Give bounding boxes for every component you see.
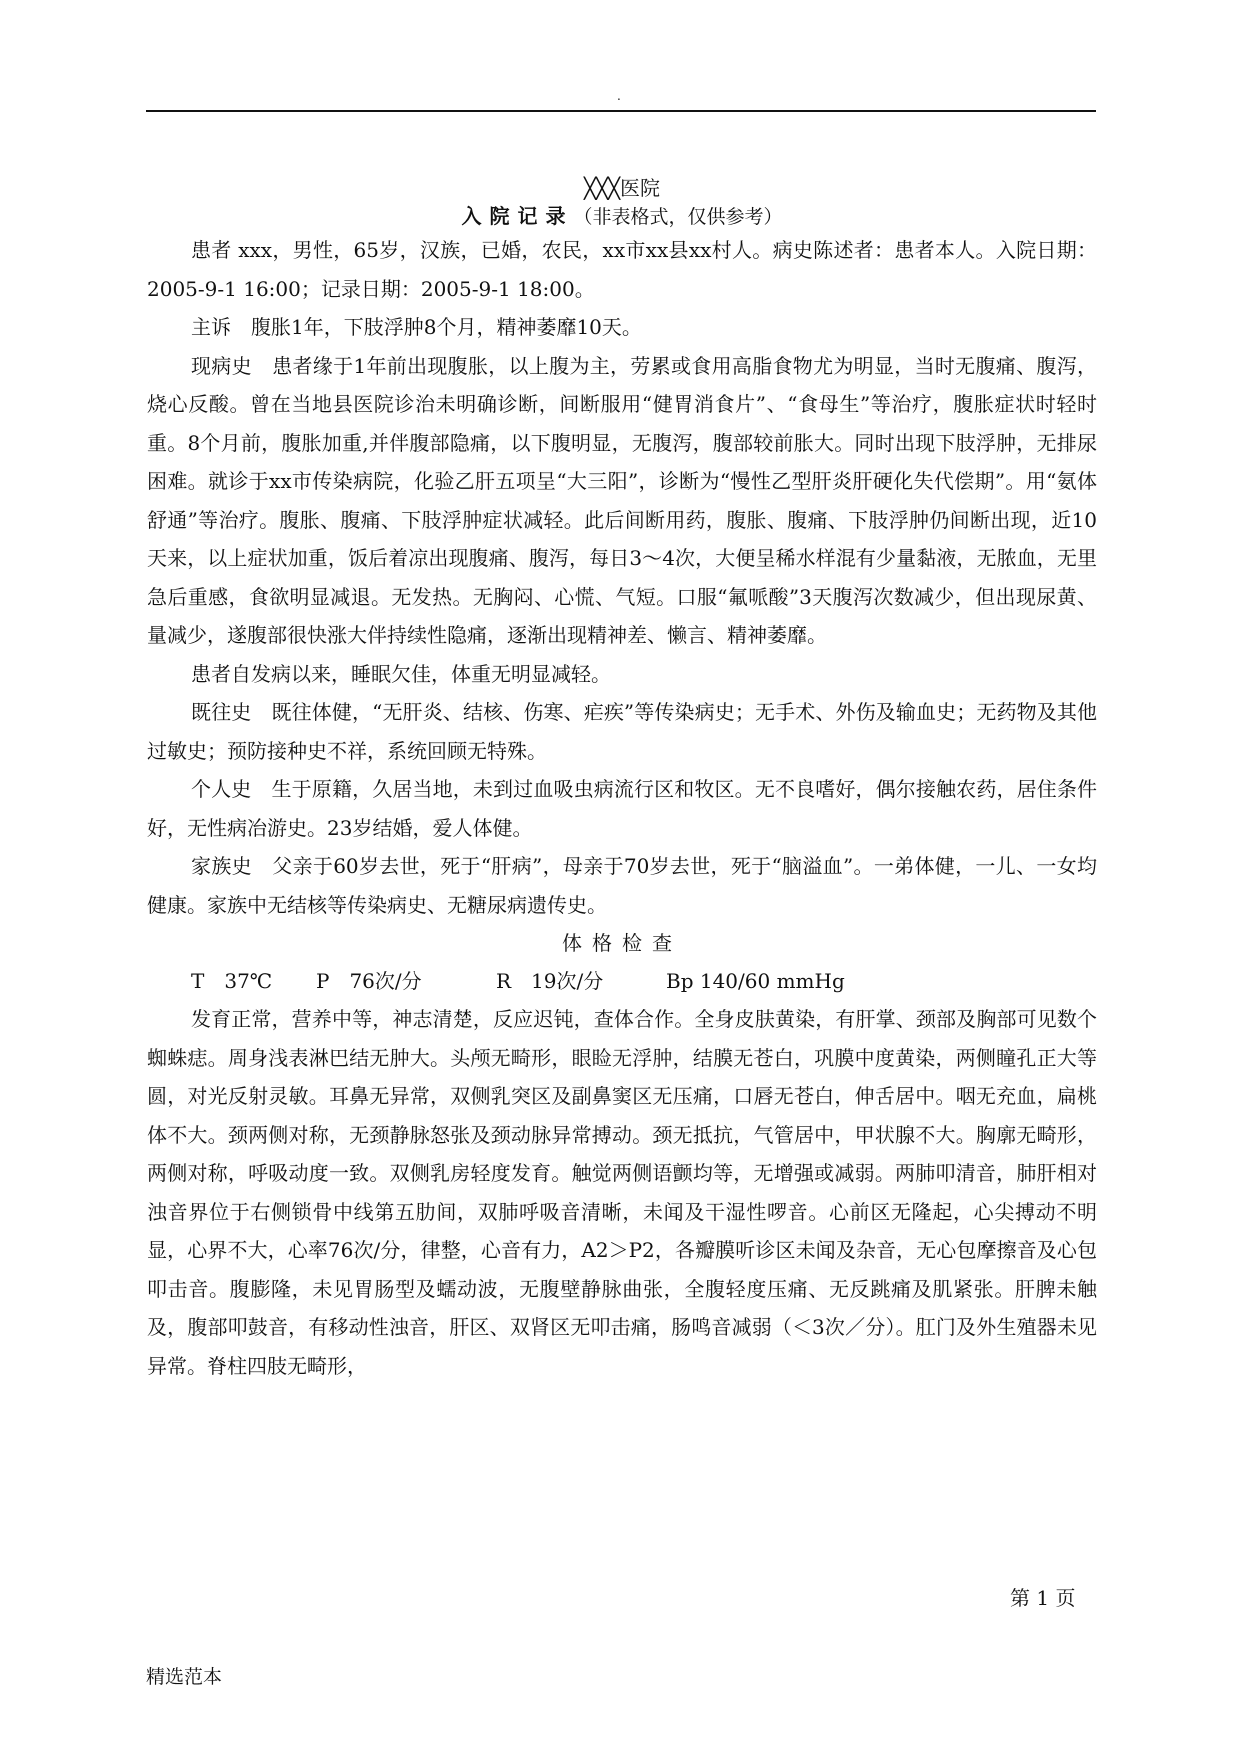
hospital-name: ╳╳╳医院 [583,176,661,200]
present-illness-paragraph: 现病史 患者缘于1年前出现腹胀，以上腹为主，劳累或食用高脂食物尤为明显，当时无腹痛、腹泻，烧心反酸。曾在当地县医院诊治未明确诊断，间断服用“健胃消食片”、“食母生”等治疗，腹胀症状时轻时重。8个月前，腹胀加重,并伴腹部隐痛，以下腹明显，无腹泻，腹部较前胀大。同时出现下肢浮肿，无排尿困难。就诊于xx市传染病院，化验乙肝五项呈“大三阳”，诊断为“慢性乙型肝炎肝硬化失代偿期”。用“氨体舒通”等治疗。腹胀、腹痛、下肢浮肿症状减轻。此后间断用药，腹胀、腹痛、下肢浮肿仍间断出现，近10天来，以上症状加重，饭后着凉出现腹痛、腹泻，每日3～4次，大便呈稀水样混有少量黏液，无脓血，无里急后重感，食欲明显减退。无发热。无胸闷、心慌、气短。口服“氟哌酸”3天腹泻次数减少，但出现尿黄、量减少，遂腹部很快涨大伴持续性隐痛，逐渐出现精神差、懒言、精神萎靡。 [147,353,1097,647]
document-body [147,174,1097,1385]
vital-respiration: R 19次/分 [496,969,604,993]
physical-exam-paragraph: 发育正常，营养中等，神志清楚，反应迟钝，查体合作。全身皮肤黄染，有肝掌、颈部及胸部可见数个蜘蛛痣。周身浅表淋巴结无肿大。头颅无畸形，眼睑无浮肿，结膜无苍白，巩膜中度黄染，两侧瞳孔正大等圆，对光反射灵敏。耳鼻无异常，双侧乳突区及副鼻窦区无压痛，口唇无苍白，伸舌居中。咽无充血，扁桃体不大。颈两侧对称，无颈静脉怒张及颈动脉异常搏动。颈无抵抗，气管居中，甲状腺不大。胸廓无畸形，两侧对称，呼吸动度一致。双侧乳房轻度发育。触觉两侧语颤均等，无增强或减弱。两肺叩清音，肺肝相对浊音界位于右侧锁骨中线第五肋间，双肺呼吸音清晰，未闻及干湿性啰音。心前区无隆起，心尖搏动不明显，心界不大，心率76次/分，律整，心音有力，A2＞P2，各瓣膜听诊区未闻及杂音，无心包摩擦音及心包叩击音。腹膨隆，未见胃肠型及蠕动波，无腹壁静脉曲张，全腹轻度压痛、无反跳痛及肌紧张。肝脾未触及，腹部叩鼓音，有移动性浊音，肝区、双肾区无叩击痛，肠鸣音减弱（＜3次／分）。肛门及外生殖器未见异常。脊柱四肢无畸形， [147,1007,1097,1378]
physical-exam-title: 体格检查 [562,931,682,955]
header-rule [146,110,1096,112]
chief-complaint-paragraph: 主诉 腹胀1年，下肢浮肿8个月，精神萎靡10天。 [191,315,642,339]
footer-label: 精选范本 [146,1666,223,1688]
vital-signs-row [147,962,1097,1000]
page-number: 第 1 页 [1010,1586,1076,1610]
header-dot: . [617,89,621,103]
document-title: 入院记录 [461,204,574,228]
vital-blood-pressure: Bp 140/60 mmHg [666,969,845,993]
document-title-line [147,202,1097,231]
personal-history-paragraph: 个人史 生于原籍，久居当地，未到过血吸虫病流行区和牧区。无不良嗜好，偶尔接触农药，居住条件好，无性病冶游史。23岁结婚，爱人体健。 [147,777,1097,840]
patient-info-paragraph: 患者 xxx，男性，65岁，汉族，已婚，农民，xx市xx县xx村人。病史陈述者：患者本人。入院日期：2005-9-1 16:00；记录日期：2005-9-1 18:00。 [147,238,1097,301]
past-history-paragraph: 既往史 既往体健，“无肝炎、结核、伤寒、疟疾”等传染病史；无手术、外伤及输血史；无药物及其他过敏史；预防接种史不祥，系统回顾无特殊。 [147,700,1097,763]
vital-pulse: P 76次/分 [316,969,422,993]
since-onset-paragraph: 患者自发病以来，睡眠欠佳，体重无明显减轻。 [191,661,611,686]
family-history-paragraph: 家族史 父亲于60岁去世，死于“肝病”，母亲于70岁去世，死于“脑溢血”。一弟体健，一儿、一女均健康。家族中无结核等传染病史、无糖尿病遗传史。 [147,854,1097,917]
document-subtitle: （非表格式，仅供参考） [573,206,783,228]
vital-temperature: T 37℃ [191,969,273,993]
